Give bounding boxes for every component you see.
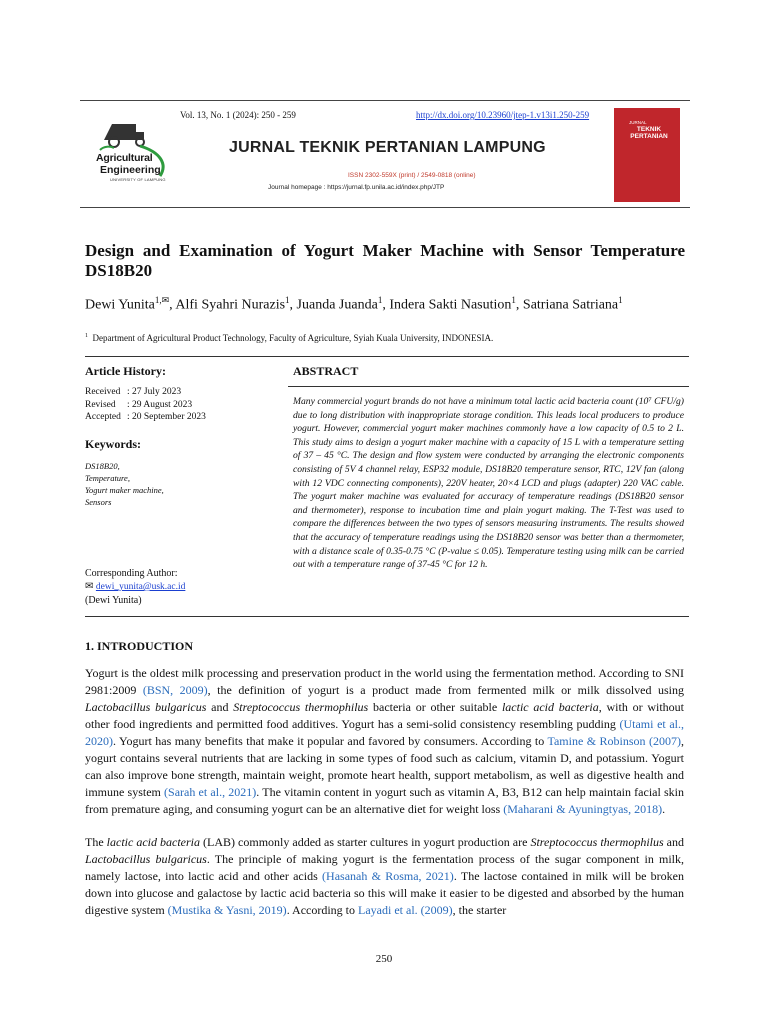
author-affiliation-sup: 1: [285, 295, 290, 305]
italic-term: Streptococcus thermophilus: [233, 700, 369, 714]
paragraph-text: , the starter: [452, 903, 507, 917]
accepted-row: [85, 411, 206, 424]
header-bottom-rule: [80, 207, 690, 208]
paragraph-text: , yogurt contains several nutrients that are lacking in some types of food such as calcium, vitamin D, and potassium. Yogurt can also improve bone strength, maintain weight, promote heart health, support metabolism, as well as digestive health and immune system: [85, 734, 684, 799]
paragraph-text: . The principle of making yogurt is the fermentation process of the sugar component in milk, namely lactose, into lactic acid and other acids: [85, 852, 684, 883]
volume-info: Vol. 13, No. 1 (2024): 250 - 259: [180, 110, 296, 120]
affiliation: [85, 333, 493, 343]
article-history: [85, 386, 206, 424]
journal-name: JURNAL TEKNIK PERTANIAN LAMPUNG: [229, 139, 546, 156]
paragraph-text: bacteria or other suitable: [368, 700, 502, 714]
affiliation-sup: 1: [85, 333, 88, 339]
header-top-rule: [80, 100, 690, 101]
received-row: [85, 386, 206, 399]
cover-text-jurnal: JURNAL: [629, 120, 647, 125]
received-date: : 27 July 2023: [127, 387, 182, 397]
paragraph-text: . The vitamin content in yogurt such as vitamin A, B3, B12 can help maintain facial skin from premature aging, and consuming yogurt can be an alternative diet for weight loss: [85, 785, 685, 816]
cover-text-title: TEKNIK PERTANIAN: [630, 126, 668, 140]
corresponding-name: (Dewi Yunita): [85, 595, 142, 606]
italic-term: Lactobacillus bulgaricus: [85, 852, 207, 866]
paragraph-text: Yogurt is the oldest milk processing and preservation product in the world using the fermentation method. According to SNI 2981:2009: [85, 666, 684, 697]
logo-text-university: UNIVERSITY OF LAMPUNG: [110, 177, 166, 182]
citation-link[interactable]: (Mustika & Yasni, 2019): [167, 903, 287, 917]
author-name: Indera Sakti Nasution: [389, 297, 512, 313]
corresponding-email-link[interactable]: dewi_yunita@usk.ac.id: [95, 582, 186, 592]
paragraph-text: , the definition of yogurt is a product made from fermented milk or milk dissolved using: [207, 683, 684, 697]
author-affiliation-sup: 1: [377, 295, 383, 305]
author-affiliation-sup: 1,✉: [154, 295, 170, 305]
author-list: Dewi Yunita$^{1,✉}$, Alfi Syahri Nurazis$^1$, Juanda Juanda$^1$, Indera Sakti Nasution$^1$, Satriana Satriana$^1$: [85, 295, 623, 313]
revised-row: [85, 399, 206, 412]
paragraph-text: The: [85, 835, 107, 849]
corresponding-author: [85, 567, 185, 607]
abstract-heading: ABSTRACT: [293, 364, 359, 378]
paragraph-text: .: [662, 802, 666, 816]
issn: ISSN 2302-559X (print) / 2549-0818 (online): [348, 172, 476, 179]
author-affiliation-sup: 1: [618, 295, 623, 305]
journal-homepage: Journal homepage : https://jurnal.fp.unila.ac.id/index.php/JTP: [268, 184, 445, 191]
paragraph-text: . According to: [286, 903, 359, 917]
corresponding-email-row: [85, 580, 185, 594]
keywords-heading: Keywords:: [85, 437, 141, 451]
intro-paragraph-2: [85, 834, 684, 919]
journal-cover-image: [614, 108, 680, 202]
keyword-item: Yogurt maker machine,: [85, 485, 164, 495]
accepted-label: Accepted: [85, 412, 121, 422]
doi-link[interactable]: http://dx.doi.org/10.23960/jtep-1.v13i1.250-259: [416, 110, 590, 120]
italic-term: lactic acid bacteria: [106, 835, 201, 849]
citation-link[interactable]: (BSN, 2009): [142, 683, 208, 697]
accepted-date: : 20 September 2023: [127, 412, 206, 422]
italic-term: Lactobacillus bulgaricus: [85, 700, 207, 714]
citation-link[interactable]: Layadi et al. (2009): [358, 903, 453, 917]
keyword-item: Temperature,: [85, 473, 130, 483]
page-number: 250: [375, 953, 393, 965]
logo-text-engineering: Engineering: [100, 164, 161, 176]
italic-term: Streptococcus thermophilus: [530, 835, 664, 849]
meta-top-rule: [85, 356, 689, 357]
revised-date: : 29 August 2023: [127, 399, 193, 410]
article-history-heading: Article History:: [85, 364, 166, 378]
received-label: Received: [85, 387, 121, 397]
author-name: Satriana Satriana: [522, 297, 619, 313]
paper-title: Design and Examination of Yogurt Maker Machine with Sensor Temperature DS18B20: [85, 241, 685, 280]
abstract-rule: [288, 386, 689, 387]
author-name: Juanda Juanda: [296, 297, 378, 313]
section-heading-introduction: 1. INTRODUCTION: [85, 639, 194, 653]
keyword-item: Sensors: [85, 497, 112, 507]
meta-bottom-rule: [85, 616, 689, 617]
paragraph-text: and: [206, 700, 234, 714]
citation-link[interactable]: (Sarah et al., 2021): [164, 785, 257, 799]
affiliation-text: Department of Agricultural Product Technology, Faculty of Agriculture, Syiah Kuala University, INDONESIA.: [92, 333, 494, 343]
abstract-text: Many commercial yogurt brands do not have a minimum total lactic acid bacteria count (10⁷ CFU/g) due to long distribution with inappropriate storage condition. This leads local producers to produce yogurt. However, commercial yogurt maker machines commonly have a low capacity of 0.5 to 2 L. This study aims to design a yogurt maker machine with a capacity of 15 L with a temperature setting of 37 – 45 °C. The design and flow system were conducted by arranging the electronic components consisting of 5V 4 channel relay, ESP32 module, DS18B20 temperature sensor, RTC, 12V fan (along with 12 VDC connecting components), 220V heater, 20×4 LCD and plugs (adapter) 220 VAC cable. The yogurt maker machine was evaluated for accuracy of temperature readings (DS18B20 sensor and thermometer), response to incubation time and plain yogurt making. The T-Test was used to compare the differences between the two types of sensors measuring instruments. The results showed that the accuracy of temperature readings using the DS18B20 sensor was better than a thermometer, with a distance scale of 0.35-0.75 °C (P-value ≤ 0.05). Temperature testing using milk can be carried out with a temperature range of 37-45 °C for 12 h.: [293, 396, 684, 571]
citation-link[interactable]: Tamine & Robinson (2007): [547, 734, 681, 748]
author-name: Alfi Syahri Nurazis: [175, 297, 286, 313]
corresponding-label: Corresponding Author:: [85, 568, 178, 579]
paragraph-text: , with or without other food ingredients and permitted food additives. Yogurt has a semi-solid consistency resembling pudding: [85, 700, 685, 731]
revised-label: Revised: [85, 399, 116, 410]
author-name: Dewi Yunita: [85, 297, 155, 313]
keyword-item: DS18B20,: [85, 461, 120, 471]
logo-text-agricultural: Agricultural: [96, 152, 153, 164]
intro-paragraph-1: [85, 665, 684, 818]
paragraph-text: and: [663, 835, 684, 849]
citation-link[interactable]: (Hasanah & Rosma, 2021): [322, 869, 454, 883]
paragraph-text: . Yogurt has many benefits that make it popular and favored by consumers. According to: [113, 734, 548, 748]
keywords-list: [85, 460, 164, 508]
paragraph-text: (LAB) commonly added as starter cultures in yogurt production are: [200, 835, 531, 849]
envelope-icon: ✉: [85, 581, 94, 592]
italic-term: lactic acid bacteria: [501, 700, 599, 714]
author-affiliation-sup: 1: [511, 295, 516, 305]
citation-link[interactable]: (Maharani & Ayuningtyas, 2018): [503, 802, 663, 816]
citation-link[interactable]: (Utami et al., 2020): [85, 717, 684, 748]
paragraph-text: . The lactose contained in milk will be broken down into glucose and galactose by lactic acid bacteria so this will make it easier to be digested and absorbed by the human digestive system: [85, 869, 684, 917]
